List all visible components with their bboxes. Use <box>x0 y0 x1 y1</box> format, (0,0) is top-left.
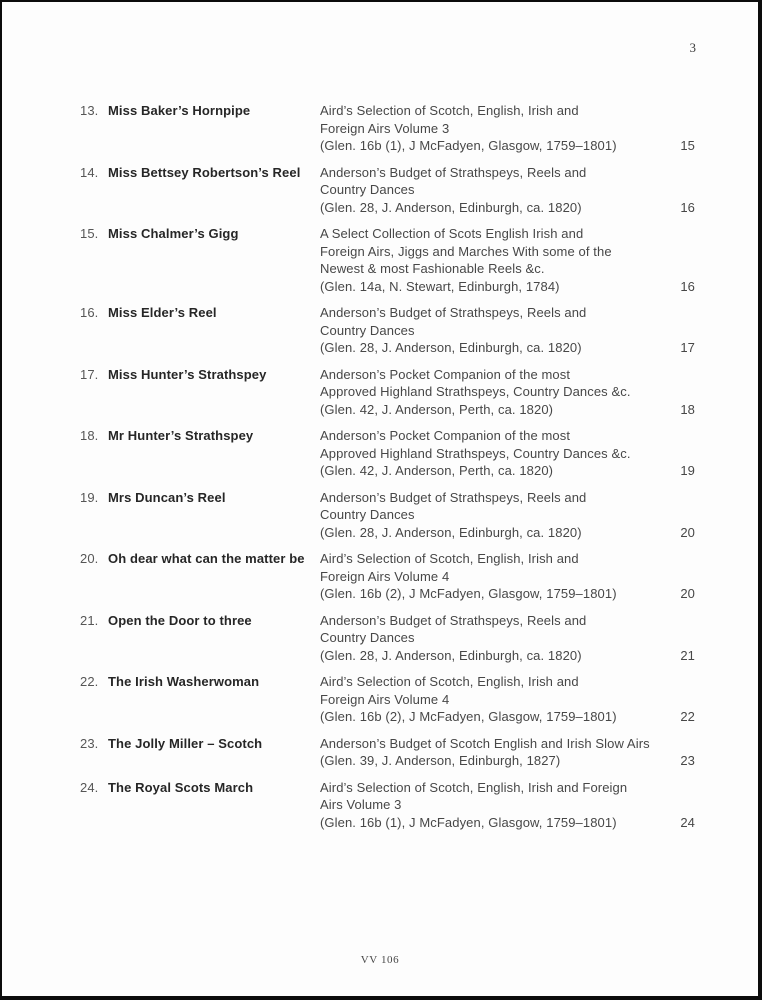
entry-title: Oh dear what can the matter be <box>108 551 305 566</box>
entry-title: Mr Hunter’s Strathspey <box>108 428 254 443</box>
source-line: Country Dances <box>320 630 415 645</box>
toc-entry <box>80 366 695 419</box>
source-line: Approved Highland Strathspeys, Country Dances &c. <box>320 445 631 461</box>
source-line: Aird’s Selection of Scotch, English, Irish and <box>320 551 579 566</box>
entry-page: 17 <box>680 340 695 355</box>
source-line: (Glen. 42, J. Anderson, Perth, ca. 1820) <box>320 401 554 417</box>
entry-title: The Jolly Miller – Scotch <box>108 735 263 751</box>
source-line: Aird’s Selection of Scotch, English, Irish and Foreign <box>320 779 628 795</box>
entry-page: 16 <box>680 199 695 215</box>
entry-page: 20 <box>680 524 695 540</box>
source-line: Foreign Airs, Jiggs and Marches With some of the <box>320 243 612 259</box>
source-line: (Glen. 16b (2), J McFadyen, Glasgow, 1759–1801) <box>320 709 617 724</box>
entry-title: The Irish Washerwoman <box>108 674 260 689</box>
toc-entry <box>80 102 695 155</box>
entry-title: Miss Hunter’s Strathspey <box>108 366 267 382</box>
source-line: Anderson’s Budget of Strathspeys, Reels and <box>320 305 587 320</box>
entry-title: Miss Chalmer’s Gigg <box>108 226 239 241</box>
entry-number: 13. <box>80 103 99 118</box>
toc-entry <box>80 427 695 480</box>
entries-list <box>80 102 695 840</box>
source-line: Anderson’s Budget of Strathspeys, Reels and <box>320 489 587 505</box>
entry-title: Miss Baker’s Hornpipe <box>108 103 251 118</box>
entry-page: 24 <box>680 814 695 830</box>
entry-title: The Royal Scots March <box>108 779 254 795</box>
source-line: Country Dances <box>320 507 415 522</box>
entry-number: 17. <box>80 366 99 382</box>
entry-number: 19. <box>80 489 99 505</box>
entry-source <box>320 102 657 155</box>
entry-page: 23 <box>680 753 695 768</box>
entry-title: Open the Door to three <box>108 612 252 628</box>
source-line: A Select Collection of Scots English Irish and <box>320 226 584 241</box>
source-line: Anderson’s Pocket Companion of the most <box>320 366 571 382</box>
source-line: (Glen. 39, J. Anderson, Edinburgh, 1827) <box>320 753 561 768</box>
toc-entry <box>80 779 695 832</box>
toc-entry <box>80 550 695 603</box>
source-line: (Glen. 28, J. Anderson, Edinburgh, ca. 1820) <box>320 340 582 355</box>
entry-source <box>320 225 657 295</box>
toc-entry <box>80 673 695 726</box>
entry-title: Miss Elder’s Reel <box>108 305 217 320</box>
toc-entry <box>80 225 695 295</box>
entry-page: 20 <box>680 586 695 601</box>
source-line: Foreign Airs Volume 4 <box>320 691 450 707</box>
source-line: Country Dances <box>320 182 415 197</box>
entry-number: 18. <box>80 428 99 443</box>
source-line: (Glen. 42, J. Anderson, Perth, ca. 1820) <box>320 463 554 478</box>
entry-number: 15. <box>80 226 99 241</box>
source-line: Anderson’s Budget of Strathspeys, Reels and <box>320 164 587 180</box>
source-line: Approved Highland Strathspeys, Country Dances &c. <box>320 384 631 399</box>
entry-page: 22 <box>680 709 695 724</box>
entry-source <box>320 366 657 419</box>
entry-page: 19 <box>680 463 695 478</box>
page-number: 3 <box>689 40 696 55</box>
entry-page: 16 <box>680 278 695 294</box>
entry-number: 21. <box>80 612 99 628</box>
entry-number: 22. <box>80 674 99 689</box>
source-line: Aird’s Selection of Scotch, English, Irish and <box>320 674 579 689</box>
source-line: (Glen. 28, J. Anderson, Edinburgh, ca. 1820) <box>320 199 582 215</box>
toc-entry <box>80 735 695 770</box>
source-line: (Glen. 16b (2), J McFadyen, Glasgow, 1759–1801) <box>320 586 617 601</box>
entry-title: Mrs Duncan’s Reel <box>108 489 226 505</box>
source-line: (Glen. 16b (1), J McFadyen, Glasgow, 1759–1801) <box>320 138 617 153</box>
source-line: (Glen. 28, J. Anderson, Edinburgh, ca. 1820) <box>320 647 582 663</box>
toc-entry <box>80 164 695 217</box>
source-line: Foreign Airs Volume 3 <box>320 120 450 136</box>
entry-source <box>320 612 657 665</box>
entry-number: 20. <box>80 551 99 566</box>
toc-entry <box>80 304 695 357</box>
entry-number: 23. <box>80 735 99 751</box>
entry-number: 24. <box>80 779 99 795</box>
source-line: Country Dances <box>320 322 415 338</box>
footer-catalog-number: VV 106 <box>360 954 400 966</box>
source-line: Newest & most Fashionable Reels &c. <box>320 261 545 276</box>
entry-page: 15 <box>680 138 695 153</box>
entry-source <box>320 673 657 726</box>
source-line: (Glen. 16b (1), J McFadyen, Glasgow, 1759–1801) <box>320 814 617 830</box>
entry-title: Miss Bettsey Robertson’s Reel <box>108 164 301 180</box>
entry-source <box>320 779 657 832</box>
entry-page: 18 <box>680 401 695 417</box>
entry-page: 21 <box>680 647 695 663</box>
entry-number: 14. <box>80 164 99 180</box>
source-line: Anderson’s Pocket Companion of the most <box>320 428 571 443</box>
toc-entry <box>80 612 695 665</box>
entry-source <box>320 550 657 603</box>
source-line: Aird’s Selection of Scotch, English, Irish and <box>320 103 579 118</box>
source-line: (Glen. 28, J. Anderson, Edinburgh, ca. 1820) <box>320 524 582 540</box>
toc-entry <box>80 489 695 542</box>
source-line: Anderson’s Budget of Strathspeys, Reels and <box>320 612 587 628</box>
source-line: Foreign Airs Volume 4 <box>320 568 450 584</box>
entry-source <box>320 427 657 480</box>
source-line: Anderson’s Budget of Scotch English and Irish Slow Airs <box>320 735 650 751</box>
entry-source <box>320 735 657 770</box>
entry-number: 16. <box>80 305 99 320</box>
entry-source <box>320 489 657 542</box>
entry-source <box>320 164 657 217</box>
source-line: (Glen. 14a, N. Stewart, Edinburgh, 1784) <box>320 278 560 294</box>
entry-source <box>320 304 657 357</box>
source-line: Airs Volume 3 <box>320 797 402 812</box>
